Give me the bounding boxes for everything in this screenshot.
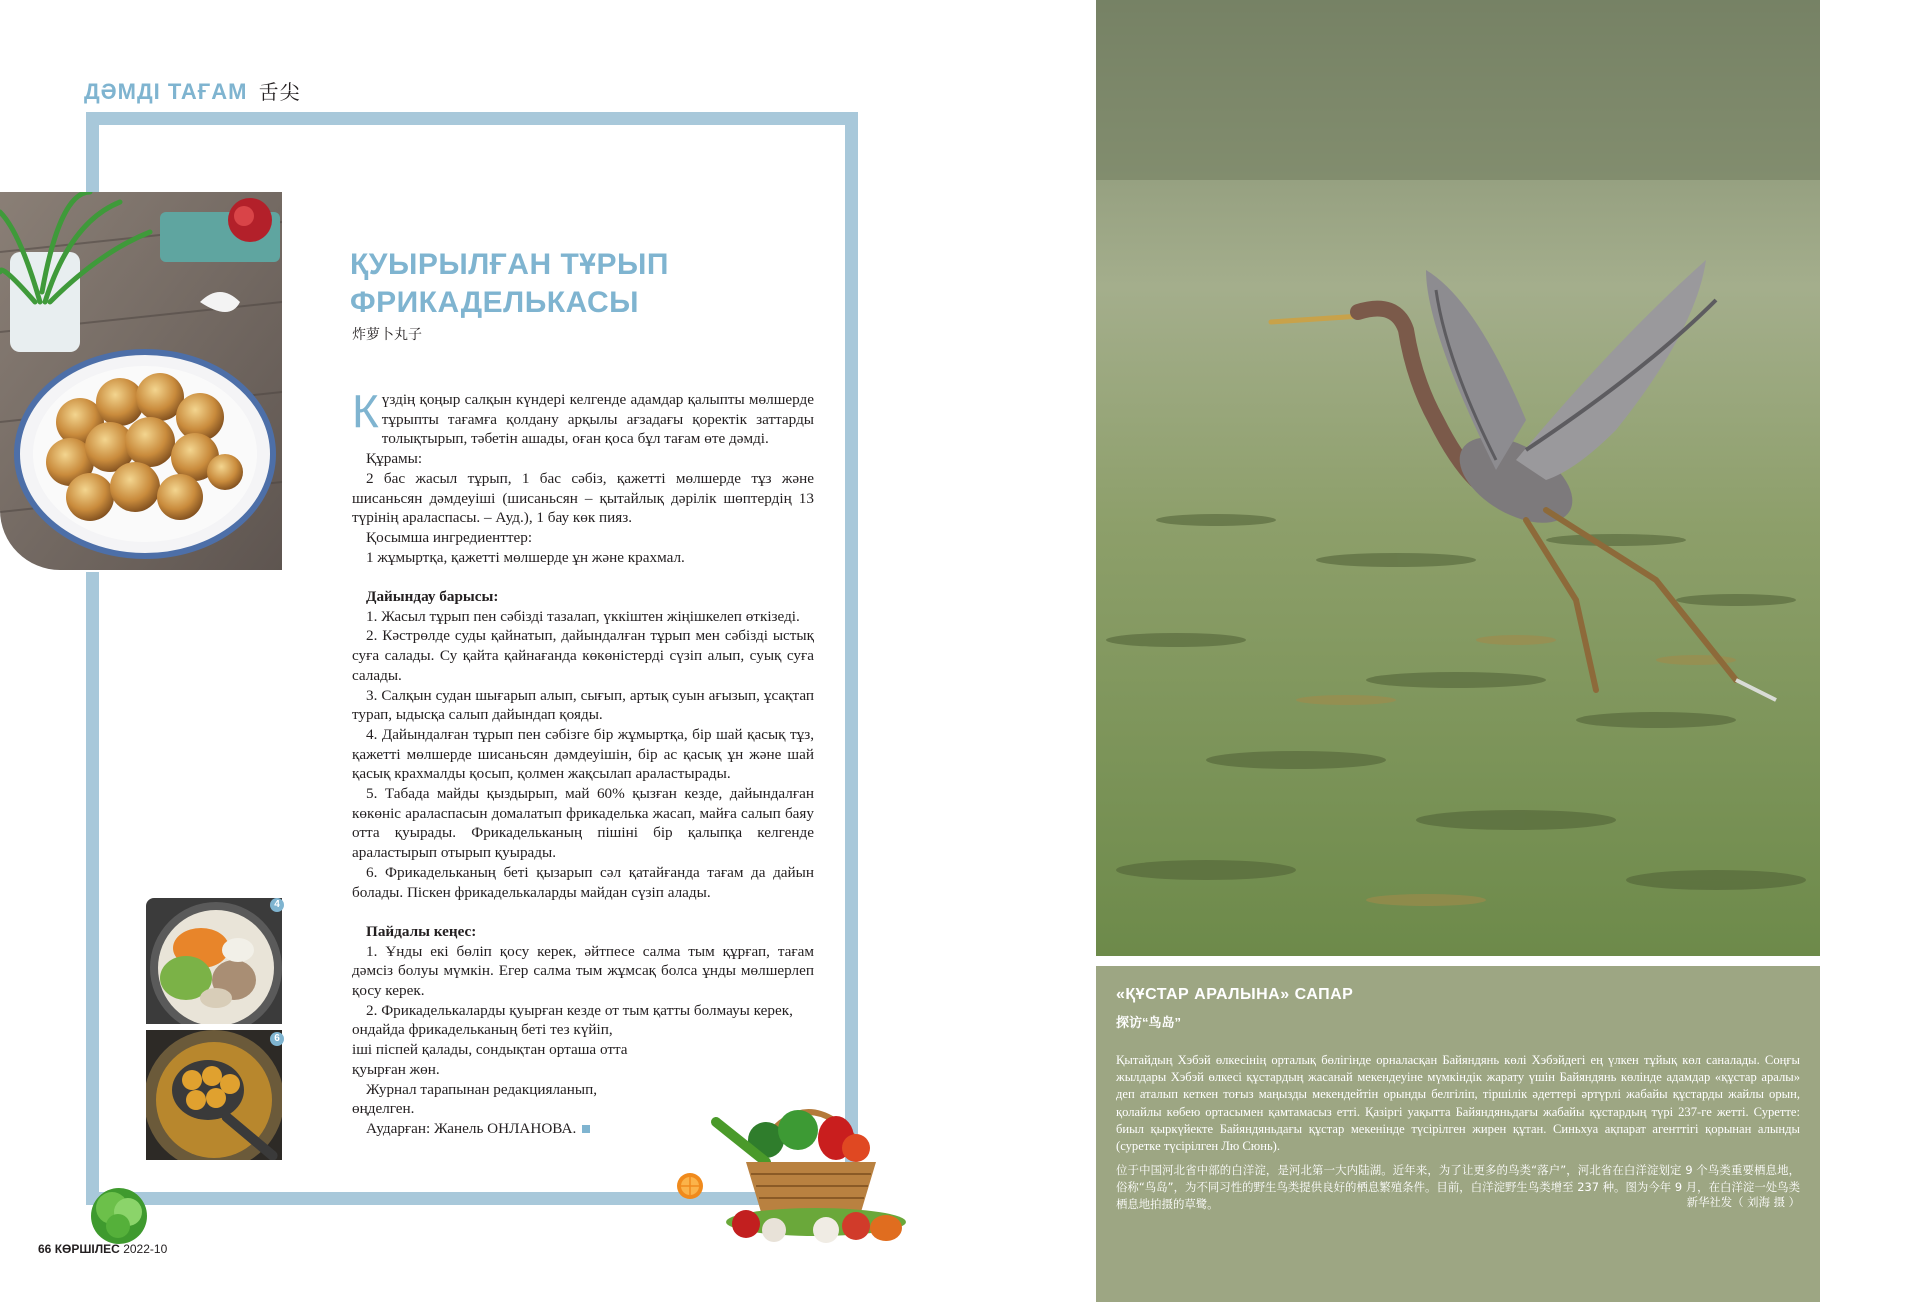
vegetable-basket-illustration xyxy=(706,1082,912,1244)
step-6-photo xyxy=(146,1030,282,1160)
tip-2-line: 2. Фрикаделькаларды қуырған кезде от тым қатты болмауы керек, xyxy=(366,1001,793,1019)
editor-note: Журнал тарапынан редакцияланып, xyxy=(366,1080,598,1098)
issue-number: 2022-10 xyxy=(123,1242,168,1256)
caption-title: «ҚҰСТАР АРАЛЫНА» САПАР xyxy=(1116,986,1354,1003)
tip-2-line: қуырған жөн. xyxy=(352,1060,440,1078)
method-step: 6. Фрикадельканың беті қызарып сәл қатайғанда тағам да дайын болады. Піскен фрикаделькаларды майдан сүзіп алады. xyxy=(352,863,814,901)
translator-credit: Аударған: Жанель ОНЛАНОВА. xyxy=(352,1119,814,1139)
method-step: 3. Салқын судан шығарып алып, сығып, артық суын ағызып, ұсақтап турап, ыдысқа салып дайындап қояды. xyxy=(352,686,814,724)
article-title-line2: ФРИКАДЕЛЬКАСЫ xyxy=(350,286,640,319)
lettuce-illustration xyxy=(84,1182,154,1246)
caption-chinese-text: 位于中国河北省中部的白洋淀，是河北第一大内陆湖。近年来，为了让更多的鸟类“落户”，河北省在白洋淀划定 9 个鸟类重要栖息地，俗称“鸟岛”，为不同习性的野生鸟类提供良好的栖息繁殖条件。目前，白洋淀野生鸟类增至 237 种。图为今年 9 月，在白洋淀一处鸟类栖息地拍摄的草鹭。 xyxy=(1116,1163,1800,1211)
section-header-chinese: 舌尖 xyxy=(258,82,301,104)
meatballs-photo-illustration xyxy=(0,192,282,570)
intro-paragraph: Күздің қоңыр салқын күндері келгенде адамдар қалыпты мөлшерде тұрыпты тағамға қолдану арқылы ағзадағы қоректік заттарды толықтырып, тәбетін ашады, оған қоса бұл тағам өте дәмді. xyxy=(352,385,814,448)
heron-photo xyxy=(1096,0,1820,956)
article-subtitle: 炸萝卜丸子 xyxy=(352,326,422,342)
article-body xyxy=(352,385,814,1139)
section-header xyxy=(84,76,301,105)
caption-kazakh-text: Қытайдың Хэбэй өлкесінің орталық бөлігінде орналасқан Байяндянь көлі Хэбэйдегі ең үлкен тұйық көл саналады. Соңғы жылдары Хэбэй өлкесі құстардың жасанай мекендеуіне мүмкіндік жарату үшін Байяндянь көлінде адамдар «құстар аралы» деп аталып кеткен тоғыз маңызды мекендейтін орынды белгіліп, тіршілік әдеттері әртүрлі жабайы құстарды жайлы орын, қолайлы көбею ортасымен қамтамасыз етті. Қазіргі уақытта Байяндяньдағы жабайы құстардың түрі 237-ге жетті. Суретте: биыл қыркүйекте Байяндяньдағы құстар мекенінде түсірілген жирен құтан. Синьхуа ақпарат агенттігі қорынан алынды (суретке түсірілген Лю Сюнь). xyxy=(1116,1053,1800,1154)
ingredients-text: 2 бас жасыл тұрып, 1 бас сәбіз, қажетті мөлшерде тұз және шисаньсян дәмдеуіші (шисаньсян – қытайлық дәрілік шөптердің 13 түрінің араласпасы. – Ауд.), 1 бау көк пияз. xyxy=(352,469,814,527)
drop-cap: К xyxy=(352,385,379,437)
tip-1: 1. Ұнды екі бөліп қосу керек, әйтпесе салма тым құрғап, тағам дәмсіз болуы мүмкін. Егер салма тым жұмсақ болса ұнды мөлшерлеп қосу керек. xyxy=(352,942,814,1000)
step-4-illustration xyxy=(146,898,282,1024)
section-header-kazakh: ДӘМДІ ТАҒАМ xyxy=(84,79,248,104)
article-title xyxy=(350,246,770,322)
method-step: 1. Жасыл тұрып пен сәбізді тазалап, үккіштен жіңішкелеп өткізеді. xyxy=(366,607,800,625)
step-badge-6: 6 xyxy=(270,1032,284,1046)
extra-ingredients-heading: Қосымша ингредиенттер: xyxy=(366,528,533,546)
tip-2-line: ондайда фрикадельканың беті тез күйіп, xyxy=(352,1021,613,1039)
caption-subtitle: 探访“鸟岛” xyxy=(1116,1015,1182,1030)
page-number: 66 xyxy=(38,1242,52,1256)
caption-panel xyxy=(1096,966,1820,1302)
step-6-illustration xyxy=(146,1030,282,1160)
extra-ingredients-text: 1 жұмыртқа, қажетті мөлшерде ұн және крахмал. xyxy=(366,548,685,566)
method-step: 5. Табада майды қыздырып, май 60% қызған кезде, дайындалған көкөніс араласпасын домалатып фрикаделька жасап, майға салып баяу отта қуырады. Фрикадельканың пішіні бір қалыпқа келгенде араластырып отырып қуырады. xyxy=(352,785,814,862)
caption-photo-credit: 新华社发（ 刘海 摄 ） xyxy=(1686,1195,1800,1209)
editor-note: өңделген. xyxy=(352,1100,415,1118)
tips-heading: Пайдалы кеңес: xyxy=(366,922,477,940)
page-footer xyxy=(38,1242,167,1256)
article-title-line1: ҚУЫРЫЛҒАН ТҰРЫП xyxy=(350,248,669,281)
meatballs-photo xyxy=(0,192,282,570)
step-badge-4: 4 xyxy=(270,898,284,912)
heron-photo-illustration xyxy=(1096,0,1820,956)
ingredients-heading: Құрамы: xyxy=(366,450,423,468)
orange-slice-illustration xyxy=(676,1172,704,1200)
magazine-name: КӨРШІЛЕС xyxy=(54,1242,120,1256)
tip-2-line: іші піспей қалады, сондықтан орташа отта xyxy=(352,1041,628,1059)
method-step: 2. Кәстрөлде суды қайнатып, дайындалған тұрып мен сәбізді ыстық суға салады. Су қайта қайнағанда көкөністерді сүзіп алып, суық суға салады. xyxy=(352,627,814,684)
end-mark xyxy=(582,1125,590,1133)
method-heading: Дайындау барысы: xyxy=(366,588,499,606)
method-step: 4. Дайындалған тұрып пен сәбізге бір жұмыртқа, бір шай қасық тұз, қажетті мөлшерде шисаньсян дәмдеуішін, бір ас қасық ұн және шай қасық крахмалды қосып, қолмен жақсылап араластырады. xyxy=(352,725,814,783)
step-4-photo xyxy=(146,898,282,1024)
